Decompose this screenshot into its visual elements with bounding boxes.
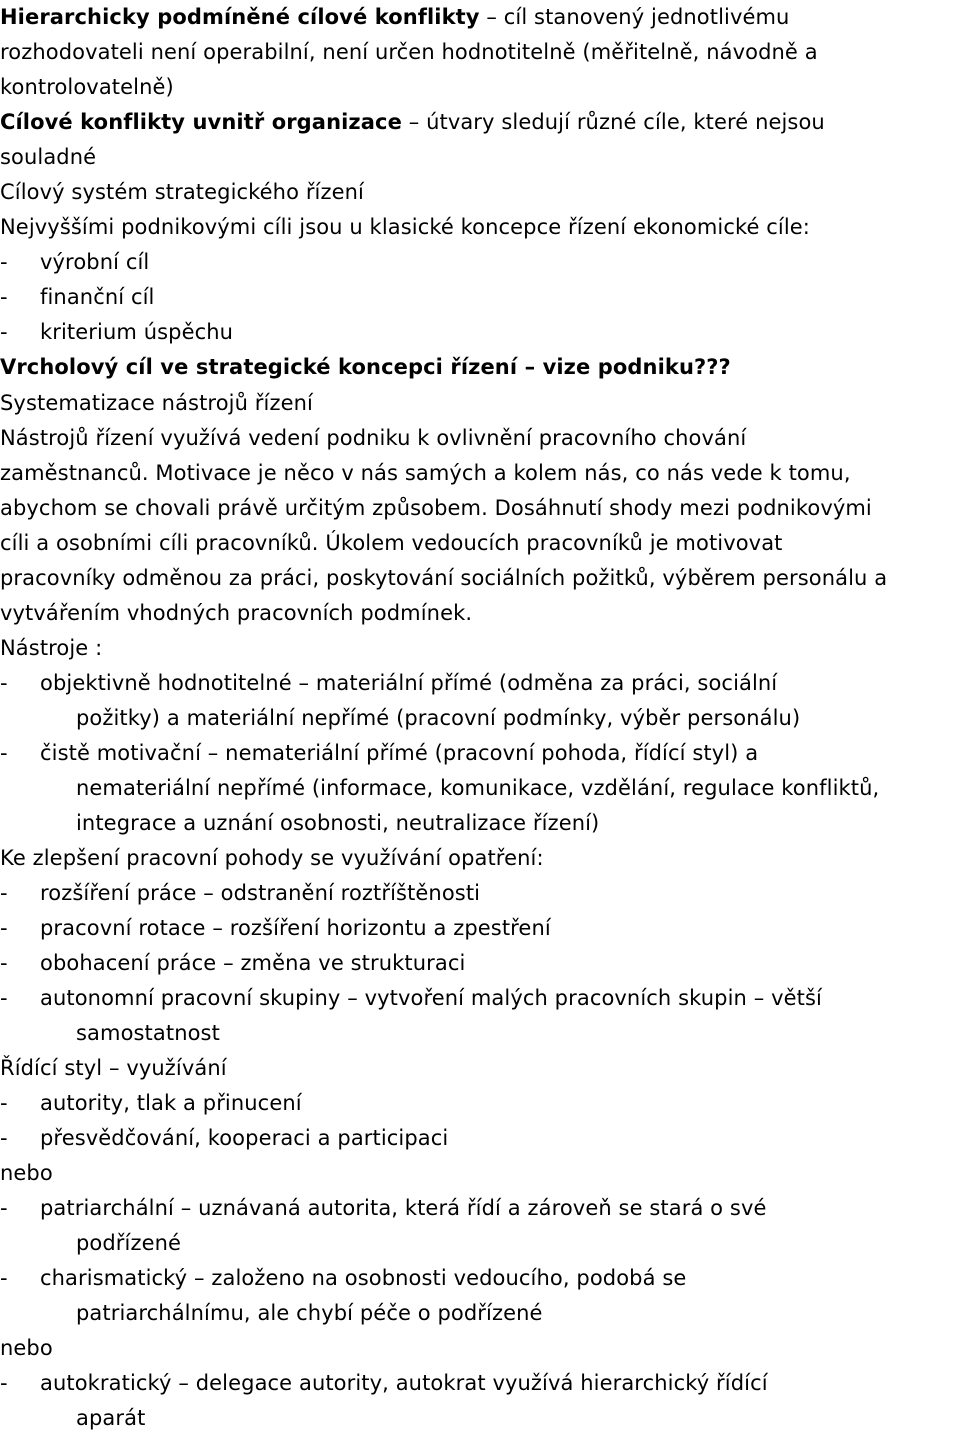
list-item <box>0 876 480 911</box>
list-item-text: výrobní cíl <box>40 250 150 274</box>
list-item-text: autonomní pracovní skupiny – vytvoření malých pracovních skupin – větší <box>40 986 822 1010</box>
text-span: – útvary sledují různé cíle, které nejsou <box>401 110 825 134</box>
paragraph-line: Nejvyššími podnikovými cíli jsou u klasické koncepce řízení ekonomické cíle: <box>0 215 810 239</box>
list-item-continuation: integrace a uznání osobnosti, neutralizace řízení) <box>76 811 600 835</box>
list-item-text: charismatický – založeno na osobnosti vedoucího, podobá se <box>40 1266 687 1290</box>
list-item-continuation: patriarchálnímu, ale chybí péče o podřízené <box>76 1301 543 1325</box>
list-item-text: obohacení práce – změna ve strukturaci <box>40 951 466 975</box>
list-item-text: čistě motivační – nemateriální přímé (pracovní pohoda, řídící styl) a <box>40 741 759 765</box>
list-item <box>0 245 149 280</box>
bold-heading: Cílové konflikty uvnitř organizace <box>0 110 402 134</box>
list-bullet: - <box>0 741 8 765</box>
list-item-text: přesvědčování, kooperaci a participaci <box>40 1126 449 1150</box>
list-item <box>0 1121 448 1156</box>
bold-heading: Hierarchicky podmíněné cílové konflikty <box>0 5 480 29</box>
paragraph-line: rozhodovateli není operabilní, není určen hodnotitelně (měřitelně, návodně a <box>0 40 818 64</box>
list-bullet: - <box>0 986 8 1010</box>
list-bullet: - <box>0 250 8 274</box>
list-item <box>0 946 465 981</box>
paragraph-line: vytvářením vhodných pracovních podmínek. <box>0 601 473 625</box>
list-item-text: autokratický – delegace autority, autokrat využívá hierarchický řídící <box>40 1371 768 1395</box>
list-item <box>0 666 777 701</box>
list-bullet: - <box>0 671 8 695</box>
list-item <box>0 981 822 1016</box>
list-item-text: patriarchální – uznávaná autorita, která řídí a zároveň se stará o své <box>40 1196 767 1220</box>
paragraph-line <box>0 105 825 140</box>
list-item <box>0 1191 767 1226</box>
list-item-text: pracovní rotace – rozšíření horizontu a zpestření <box>40 916 551 940</box>
list-item <box>0 1366 768 1401</box>
paragraph-line: nebo <box>0 1161 53 1185</box>
text-span: – cíl stanovený jednotlivému <box>479 5 790 29</box>
list-bullet: - <box>0 1091 8 1115</box>
list-item <box>0 315 233 350</box>
paragraph-line: souladné <box>0 145 97 169</box>
list-item <box>0 1086 302 1121</box>
list-item-continuation: požitky) a materiální nepřímé (pracovní podmínky, výběr personálu) <box>76 706 801 730</box>
paragraph-line: Ke zlepšení pracovní pohody se využívání opatření: <box>0 846 544 870</box>
list-item <box>0 1261 686 1296</box>
paragraph-line: cíli a osobními cíli pracovníků. Úkolem vedoucích pracovníků je motivovat <box>0 531 783 555</box>
paragraph-line: kontrolovatelně) <box>0 75 174 99</box>
list-item-text: finanční cíl <box>40 285 155 309</box>
paragraph-line: Nástrojů řízení využívá vedení podniku k ovlivnění pracovního chování <box>0 426 747 450</box>
list-bullet: - <box>0 1266 8 1290</box>
list-bullet: - <box>0 1196 8 1220</box>
list-item-text: kriterium úspěchu <box>40 320 234 344</box>
paragraph-line: abychom se chovali právě určitým způsobem. Dosáhnutí shody mezi podnikovými <box>0 496 872 520</box>
list-bullet: - <box>0 881 8 905</box>
list-item-text: rozšíření práce – odstranění roztříštěnosti <box>40 881 481 905</box>
list-item-text: objektivně hodnotitelné – materiální přímé (odměna za práci, sociální <box>40 671 778 695</box>
list-bullet: - <box>0 1371 8 1395</box>
list-item-continuation: podřízené <box>76 1231 182 1255</box>
paragraph-line: pracovníky odměnou za práci, poskytování sociálních požitků, výběrem personálu a <box>0 566 888 590</box>
paragraph-line: zaměstnanců. Motivace je něco v nás samých a kolem nás, co nás vede k tomu, <box>0 461 851 485</box>
paragraph-line <box>0 0 789 35</box>
list-item-continuation: aparát <box>76 1406 146 1430</box>
paragraph-line: Řídící styl – využívání <box>0 1056 227 1080</box>
list-bullet: - <box>0 1126 8 1150</box>
paragraph-line: Cílový systém strategického řízení <box>0 180 364 204</box>
paragraph-line: Nástroje : <box>0 636 103 660</box>
list-item <box>0 911 551 946</box>
list-item-continuation: samostatnost <box>76 1021 220 1045</box>
list-bullet: - <box>0 320 8 344</box>
list-bullet: - <box>0 951 8 975</box>
list-item-text: autority, tlak a přinucení <box>40 1091 302 1115</box>
paragraph-line: nebo <box>0 1336 53 1360</box>
list-item <box>0 280 155 315</box>
list-item-continuation: nemateriální nepřímé (informace, komunikace, vzdělání, regulace konfliktů, <box>76 776 880 800</box>
list-bullet: - <box>0 916 8 940</box>
bold-heading: Vrcholový cíl ve strategické koncepci řízení – vize podniku??? <box>0 355 731 379</box>
list-bullet: - <box>0 285 8 309</box>
paragraph-line: Systematizace nástrojů řízení <box>0 391 313 415</box>
list-item <box>0 736 758 771</box>
